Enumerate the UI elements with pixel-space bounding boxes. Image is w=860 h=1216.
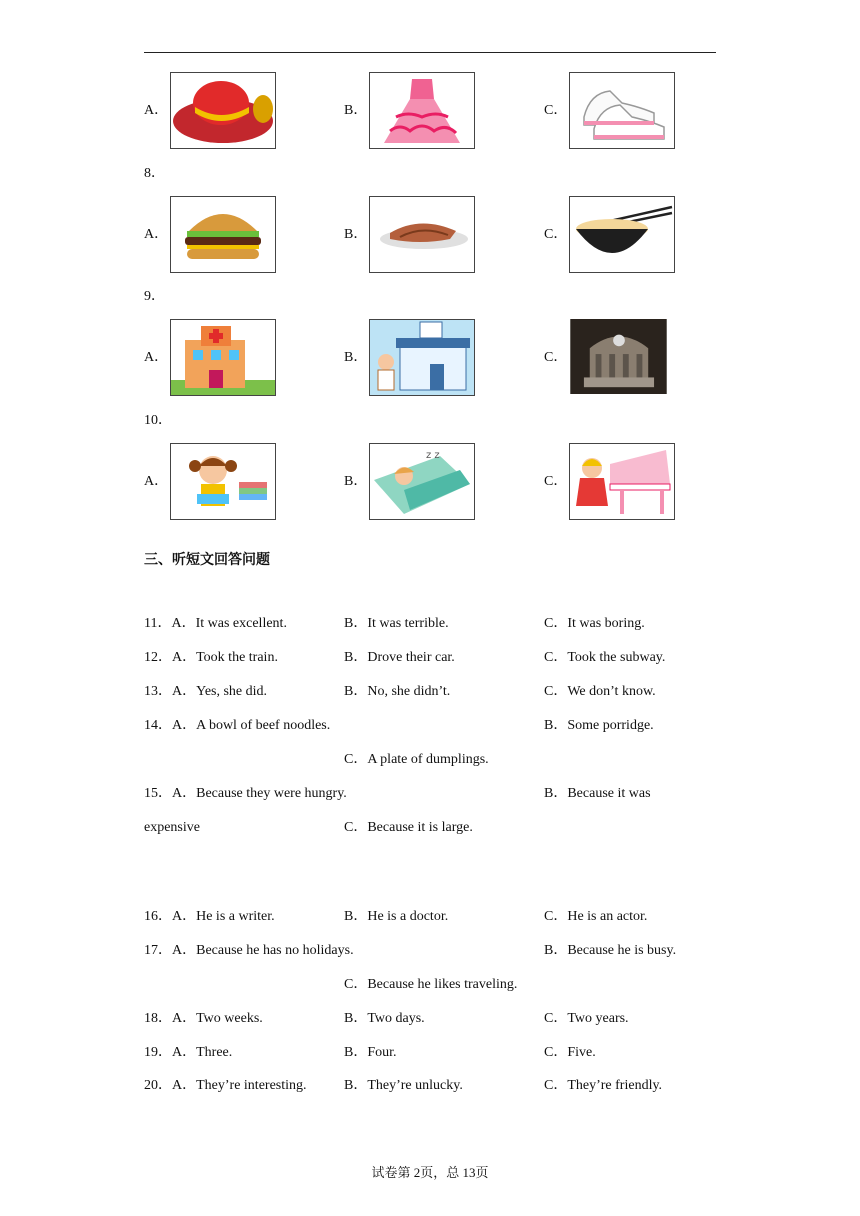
q15-option-b-continued: expensive — [144, 820, 200, 835]
q11-option-b: B．It was terrible. — [344, 616, 449, 631]
q12-option-c: C．Took the subway. — [544, 650, 666, 665]
q13-option-b: B．No, she didn’t. — [344, 684, 451, 699]
q17-option-a: 17．A．Because he has no holidays. — [144, 943, 354, 958]
option-label: B． — [344, 227, 368, 242]
red-hat-icon[interactable] — [170, 72, 276, 149]
q15-option-c: C．Because it is large. — [344, 820, 473, 835]
page-footer: 试卷第 2页，总 13页 — [371, 1165, 489, 1180]
question-number: 8． — [144, 166, 165, 181]
q15-option-a: 15．A．Because they were hungry. — [144, 786, 347, 801]
pink-dress-icon[interactable] — [369, 72, 475, 149]
option-label: B． — [344, 474, 368, 489]
q14-option-b: B．Some porridge. — [544, 718, 654, 733]
option-label: B． — [344, 350, 368, 365]
museum-building-icon[interactable] — [569, 319, 668, 394]
q17-option-c: C．Because he likes traveling. — [344, 977, 518, 992]
svg-text:z z: z z — [426, 450, 440, 461]
sneakers-icon[interactable] — [569, 72, 675, 149]
q17-option-b: B．Because he is busy. — [544, 943, 677, 958]
q20-option-c: C．They’re friendly. — [544, 1078, 663, 1093]
option-label: A． — [144, 227, 169, 242]
option-label: B． — [344, 103, 368, 118]
q12-option-a: 12．A．Took the train. — [144, 650, 278, 665]
q19-option-b: B．Four. — [344, 1045, 397, 1060]
girl-piano-icon[interactable] — [569, 443, 675, 520]
option-label: A． — [144, 474, 169, 489]
option-label: C． — [544, 350, 568, 365]
q18-option-a: 18．A．Two weeks. — [144, 1011, 263, 1026]
header-rule — [144, 52, 716, 53]
hospital-icon[interactable] — [170, 319, 276, 396]
q15-option-b: B．Because it was — [544, 786, 651, 801]
option-label: C． — [544, 474, 568, 489]
option-label: A． — [144, 103, 169, 118]
q20-option-b: B．They’re unlucky. — [344, 1078, 463, 1093]
post-office-icon[interactable] — [369, 319, 475, 396]
question-number: 10． — [144, 413, 172, 428]
q19-option-a: 19．A．Three. — [144, 1045, 233, 1060]
q14-option-a: 14．A．A bowl of beef noodles. — [144, 718, 331, 733]
q18-option-b: B．Two days. — [344, 1011, 425, 1026]
q13-option-a: 13．A．Yes, she did. — [144, 684, 268, 699]
q16-option-b: B．He is a doctor. — [344, 909, 449, 924]
q11-option-a: 11．A．It was excellent. — [144, 616, 287, 631]
section-title: 三、听短文回答问题 — [144, 553, 270, 568]
q19-option-c: C．Five. — [544, 1045, 596, 1060]
noodle-bowl-icon[interactable] — [569, 196, 675, 273]
fish-dish-icon[interactable] — [369, 196, 475, 273]
q18-option-c: C．Two years. — [544, 1011, 629, 1026]
q16-option-a: 16．A．He is a writer. — [144, 909, 275, 924]
q13-option-c: C．We don’t know. — [544, 684, 656, 699]
q14-option-c: C．A plate of dumplings. — [344, 752, 489, 767]
girl-reading-icon[interactable] — [170, 443, 276, 520]
option-label: C． — [544, 227, 568, 242]
q16-option-c: C．He is an actor. — [544, 909, 648, 924]
girl-sleeping-icon[interactable] — [369, 443, 475, 520]
option-label: C． — [544, 103, 568, 118]
q20-option-a: 20．A．They’re interesting. — [144, 1078, 307, 1093]
option-label: A． — [144, 350, 169, 365]
hamburger-icon[interactable] — [170, 196, 276, 273]
q12-option-b: B．Drove their car. — [344, 650, 455, 665]
q11-option-c: C．It was boring. — [544, 616, 645, 631]
question-number: 9． — [144, 289, 165, 304]
